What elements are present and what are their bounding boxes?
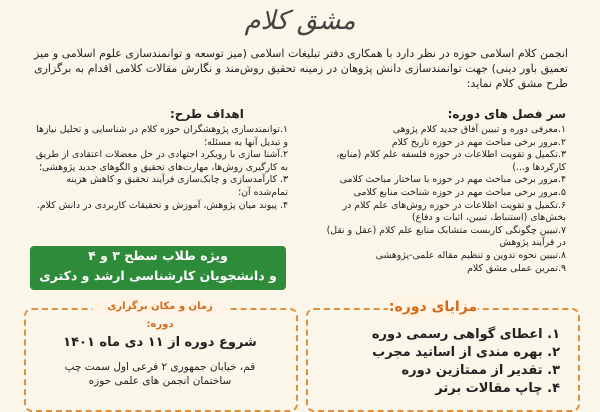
address-line: قم، خیابان جمهوری ۲ فرعی اول سمت چپ: [64, 361, 256, 373]
list-item: ۴.مرور برخی مباحث مهم در حوزه با ساختار مباحث کلامی: [339, 174, 566, 186]
list-item: ۵.مرور برخی مباحث مهم در حوزه شناخت منابع کلامی: [353, 186, 566, 198]
list-item: ۲.آشنا سازی با رویکرد اجتهادی در حل معضلات اعتقادی از طریق به کارگیری روش‌ها، مهارت‌های تحقیق و الگوهای جدید پژوهشی؛: [35, 149, 288, 173]
list-item: ۸.تبیین نحوه تدوین و تنظیم مقاله علمی-پژوهشی: [375, 249, 566, 261]
list-item: ۲. بهره مندی از اساتید مجرب: [372, 345, 560, 360]
schedule-heading: زمان و مکان برگزاری دوره:: [92, 298, 228, 316]
list-item: ۹.تمرین عملی مشق کلام: [467, 262, 566, 274]
list-item: ۱.توانمندسازی پژوهشگران حوزه کلام در شناسایی و تحلیل نیازها و تبدیل آنها به مسئله؛: [36, 124, 288, 148]
audience-banner: [30, 246, 286, 290]
list-item: ۳.تکمیل و تقویت اطلاعات در حوزه فلسفه علم کلام (منابع، کارکردها و...): [336, 149, 566, 173]
advantages-list: [320, 326, 560, 398]
goals-heading: اهداف طرح:: [170, 107, 244, 121]
list-item: ۷.تبیین چگونگی کاربست متشابک منابع علم کلام (عقل و نقل) در فرآیند پژوهش: [326, 224, 566, 249]
list-item: ۶.تکمیل و تقویت اطلاعات در حوزه روش‌های علم کلام در بخش‌های (استنباط، تبیین، اثبات و دفاع): [342, 199, 566, 224]
start-date: شروع دوره از ۱۱ دی ماه ۱۴۰۱: [63, 335, 257, 350]
banner-line: و دانشجویان کارشناسی ارشد و دکتری: [39, 268, 277, 283]
course-topics-heading: سر فصل های دوره:: [447, 107, 566, 121]
list-item: ۱.معرفی دوره و تبیین آفاق جدید کلام پژوهی: [392, 124, 566, 135]
course-topics-list: [318, 124, 566, 275]
page-title: مشق کلام: [244, 6, 356, 36]
address-line: ساختمان انجمن های علمی حوزه: [88, 375, 232, 387]
advantages-heading: مزایای دوره:: [388, 296, 478, 318]
list-item: ۲.مرور برخی مباحث مهم در حوزه تاریخ کلام: [391, 136, 566, 148]
intro-paragraph: انجمن کلام اسلامی حوزه در نظر دارد با همکاری دفتر تبلیغات اسلامی (میز توسعه و توانمندسازی علوم اسلامی و میز تعمیق باور دینی) جهت توانمندسازی دانش پژوهان در زمینه تحقیق روش‌مند و نگارش مقالات کلامی اقدام به برگزاری طرح مشق کلام نماید:: [34, 47, 568, 90]
address: [40, 360, 280, 388]
banner-line: ویژه طلاب سطح ۳ و ۴: [88, 248, 228, 263]
list-item: ۱. اعطای گواهی رسمی دوره: [371, 327, 560, 342]
list-item: ۴. پیوند میان پژوهش، آموزش و تحقیقات کاربردی در دانش کلام.: [36, 199, 288, 211]
list-item: ۳. تقدیر از ممتازین دوره: [401, 363, 560, 378]
list-item: ۳. کارآمدسازی و چابک‌سازی فرآیند تحقیق و کاهش هزینه تمام‌شده آن؛: [66, 174, 288, 198]
goals-list: [30, 124, 288, 212]
list-item: ۴. چاپ مقالات برتر: [435, 381, 560, 396]
